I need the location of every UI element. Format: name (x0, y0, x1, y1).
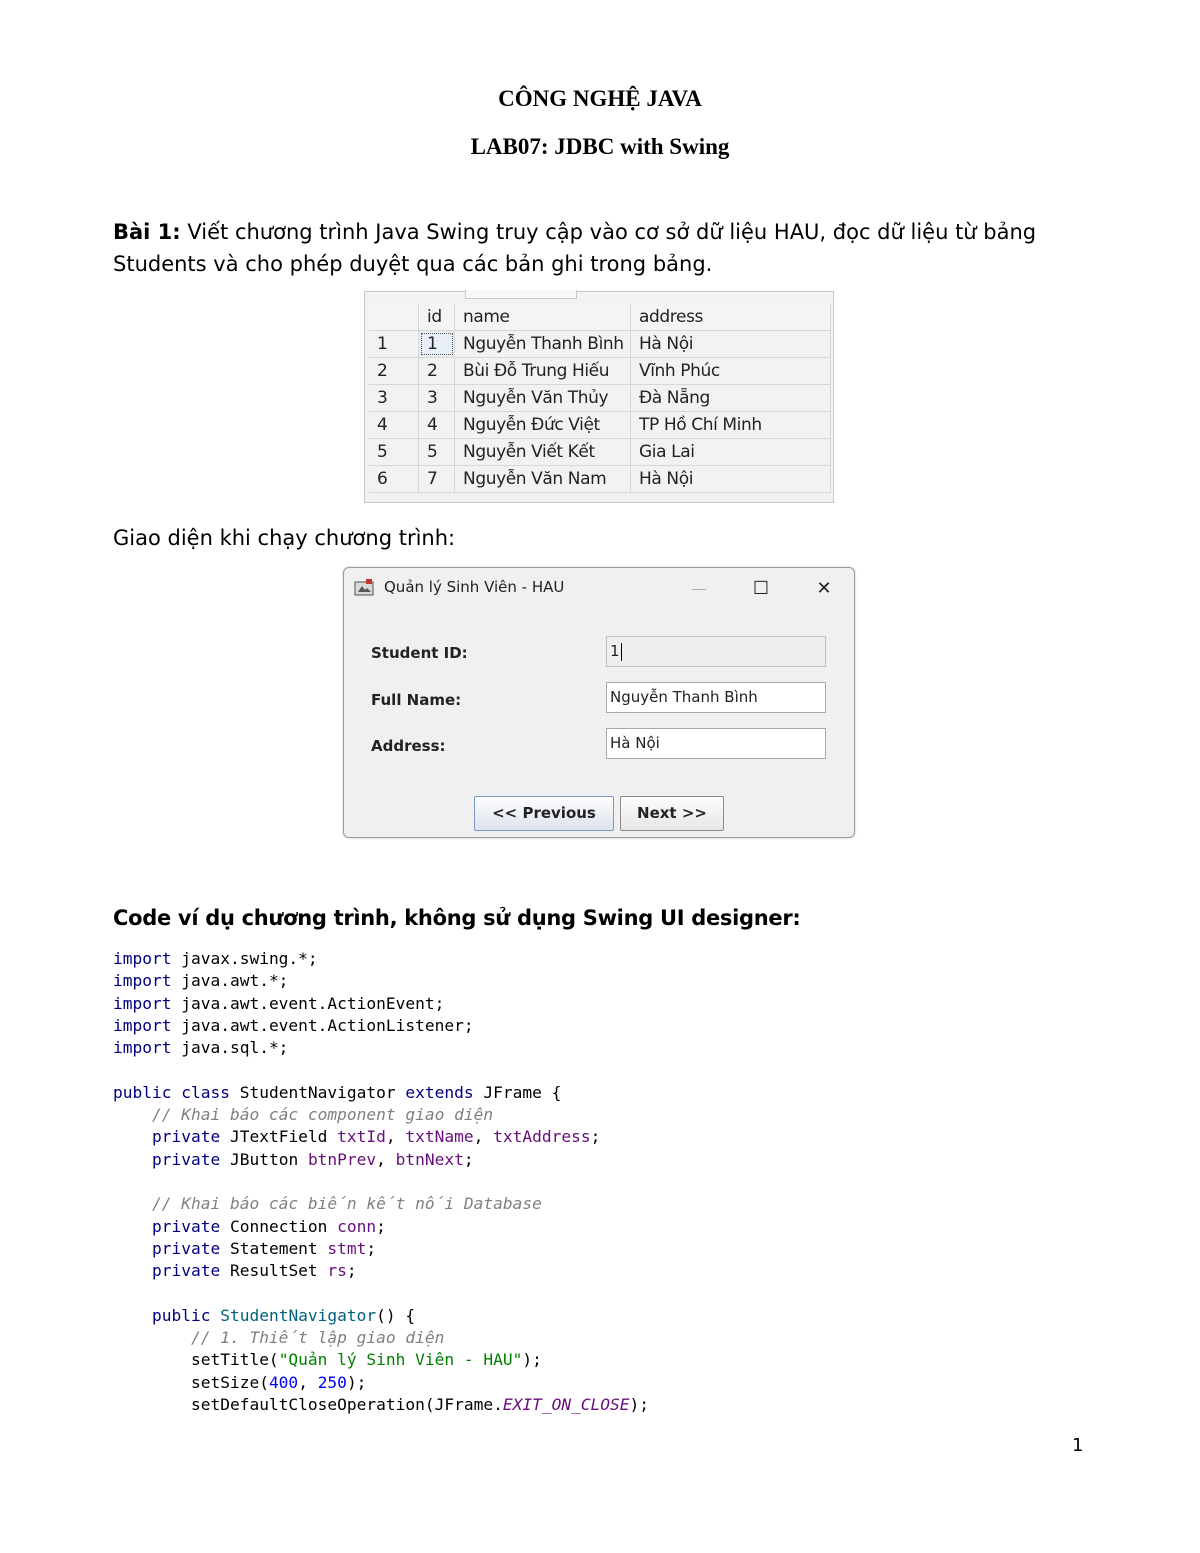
page-number: 1 (1072, 1435, 1084, 1456)
table-cell: 1 (369, 331, 419, 357)
code-line (113, 948, 649, 970)
table-cell: 4 (369, 412, 419, 438)
table-row[interactable] (369, 358, 831, 385)
table-cell: Gia Lai (631, 439, 831, 465)
code-token: java.awt.event.ActionEvent; (171, 993, 445, 1013)
table-cell: Nguyễn Đức Việt (455, 412, 631, 438)
code-token: "Quản lý Sinh Viên - HAU" (278, 1350, 523, 1370)
table-cell: 5 (369, 439, 419, 465)
code-token: Statement (220, 1238, 328, 1258)
code-token: 250 (317, 1372, 347, 1392)
code-token: public (113, 1082, 172, 1102)
table-header-cell: name (455, 304, 631, 330)
code-token: import (113, 1038, 172, 1058)
minimize-icon[interactable]: — (692, 580, 706, 596)
table-tab-stub (465, 290, 577, 299)
code-token: EXIT_ON_CLOSE (502, 1394, 630, 1414)
code-token: ResultSet (220, 1261, 328, 1281)
code-comment: // 1. Thiết lập giao diện (190, 1328, 445, 1348)
code-line: setSize(400, 250); (190, 1372, 367, 1392)
previous-button[interactable]: << Previous (474, 796, 614, 831)
table-header-cell (369, 304, 419, 330)
code-token: JButton (220, 1149, 308, 1169)
code-token: rs (327, 1261, 347, 1281)
table-row[interactable] (369, 412, 831, 439)
code-line (113, 1394, 649, 1416)
table-cell: Nguyễn Văn Thủy (455, 385, 631, 411)
code-token: private (151, 1127, 221, 1147)
code-line (113, 1104, 649, 1126)
code-token: class (181, 1082, 230, 1102)
code-token: btnNext (395, 1149, 464, 1169)
task-line-1: Viết chương trình Java Swing truy cập vào cơ sở dữ liệu HAU, đọc dữ liệu từ bảng (180, 220, 1037, 244)
code-token: conn (337, 1216, 377, 1236)
code-line (113, 993, 649, 1015)
code-line (113, 1015, 649, 1037)
code-token: setSize( (190, 1372, 269, 1392)
code-line-blank (113, 1282, 649, 1304)
code-token: Connection (220, 1216, 338, 1236)
code-token: public (151, 1305, 211, 1325)
code-line: private Statement stmt; (151, 1238, 377, 1258)
table-cell: 4 (419, 412, 455, 438)
code-token: setDefaultCloseOperation(JFrame. (190, 1394, 503, 1414)
code-line-blank (113, 1059, 649, 1081)
code-comment: // Khai báo các component giao diện (151, 1105, 494, 1125)
code-token: StudentNavigator (220, 1305, 377, 1325)
code-comment: // Khai báo các biến kết nối Database (151, 1194, 542, 1214)
task-line-2: Students và cho phép duyệt qua các bản ghi trong bảng. (113, 252, 713, 276)
code-token: StudentNavigator (229, 1082, 406, 1102)
code-line: private Connection conn; (151, 1216, 386, 1236)
code-token: import (113, 1015, 172, 1035)
student-id-value: 1 (610, 642, 620, 660)
code-token: java.awt.event.ActionListener; (171, 1015, 474, 1035)
table-cell: Vĩnh Phúc (631, 358, 831, 384)
table-cell: Nguyễn Thanh Bình (455, 331, 631, 357)
table-cell: 3 (369, 385, 419, 411)
code-token: private (151, 1216, 221, 1236)
full-name-field[interactable]: Nguyễn Thanh Bình (606, 682, 826, 713)
student-id-field[interactable] (606, 636, 826, 667)
code-line (113, 1305, 649, 1327)
table-cell: Hà Nội (631, 331, 831, 357)
table-header-cell: address (631, 304, 831, 330)
code-block (113, 948, 649, 1416)
code-token: import (113, 993, 172, 1013)
table-cell: 6 (369, 466, 419, 492)
code-token: JFrame { (473, 1082, 562, 1102)
code-line (113, 1082, 649, 1104)
table-cell: Nguyễn Văn Nam (455, 466, 631, 492)
code-token: ); (629, 1394, 650, 1414)
doc-title: CÔNG NGHỆ JAVA (498, 86, 702, 111)
close-icon[interactable]: ✕ (816, 578, 832, 598)
address-label: Address: (371, 737, 446, 755)
code-token: private (151, 1261, 221, 1281)
code-line (113, 1193, 649, 1215)
code-token: setTitle( (190, 1350, 279, 1370)
code-token: private (151, 1149, 221, 1169)
code-token: extends (405, 1082, 474, 1102)
table-cell: Nguyễn Viết Kết (455, 439, 631, 465)
code-token: ); (346, 1372, 367, 1392)
table-row[interactable] (369, 439, 831, 466)
students-table-screenshot (364, 291, 834, 503)
code-token: txtName (405, 1127, 474, 1147)
table-cell: 7 (419, 466, 455, 492)
table-row[interactable] (369, 331, 831, 358)
task-label: Bài 1: (113, 220, 181, 244)
code-token: () { (376, 1305, 416, 1325)
next-button[interactable]: Next >> (620, 796, 724, 831)
code-line (113, 970, 649, 992)
code-token: javax.swing.*; (171, 949, 318, 968)
window-title: Quản lý Sinh Viên - HAU (384, 578, 565, 596)
code-line (113, 1037, 649, 1059)
code-token: private (151, 1238, 221, 1258)
doc-subtitle: LAB07: JDBC with Swing (470, 134, 730, 159)
code-token: JTextField (220, 1127, 338, 1147)
address-field[interactable]: Hà Nội (606, 728, 826, 759)
table-cell: Bùi Đỗ Trung Hiếu (455, 358, 631, 384)
code-heading: Code ví dụ chương trình, không sử dụng Swing UI designer: (113, 906, 801, 930)
table-row[interactable] (369, 466, 831, 493)
code-token: java.sql.*; (171, 1038, 289, 1058)
table-cell[interactable]: 1 (419, 331, 455, 357)
text-caret (621, 643, 622, 661)
code-line (113, 1327, 649, 1349)
table-cell: 2 (419, 358, 455, 384)
table-cell: TP Hồ Chí Minh (631, 412, 831, 438)
table-cell: 2 (369, 358, 419, 384)
maximize-icon[interactable]: ☐ (752, 578, 770, 598)
table-header-cell: id (419, 304, 455, 330)
code-line: private ResultSet rs; (151, 1261, 357, 1281)
code-line (113, 1349, 649, 1371)
code-token: btnPrev (307, 1149, 377, 1169)
swing-window (343, 567, 855, 838)
student-id-label: Student ID: (371, 644, 468, 662)
table-row[interactable] (369, 385, 831, 412)
code-token: 400 (268, 1372, 299, 1392)
code-token: txtId (337, 1127, 386, 1147)
code-line-blank (113, 1171, 649, 1193)
task-paragraph (113, 216, 1036, 280)
code-token: stmt (327, 1238, 367, 1258)
code-token: txtAddress (493, 1127, 591, 1147)
code-token: import (113, 971, 172, 991)
ui-caption: Giao diện khi chạy chương trình: (113, 526, 456, 550)
full-name-label: Full Name: (371, 691, 462, 709)
code-line: private JButton btnPrev, btnNext; (151, 1149, 474, 1169)
table-cell: Đà Nẵng (631, 385, 831, 411)
code-token: java.awt.*; (171, 971, 289, 991)
table-header-row (369, 304, 831, 331)
table-cell: 5 (419, 439, 455, 465)
table-cell: 3 (419, 385, 455, 411)
code-token: ); (522, 1350, 542, 1370)
code-token: import (113, 949, 172, 968)
table-cell: Hà Nội (631, 466, 831, 492)
window-titlebar[interactable] (344, 568, 854, 608)
java-app-icon (354, 578, 374, 596)
code-line: private JTextField txtId, txtName, txtAddress; (151, 1127, 601, 1147)
